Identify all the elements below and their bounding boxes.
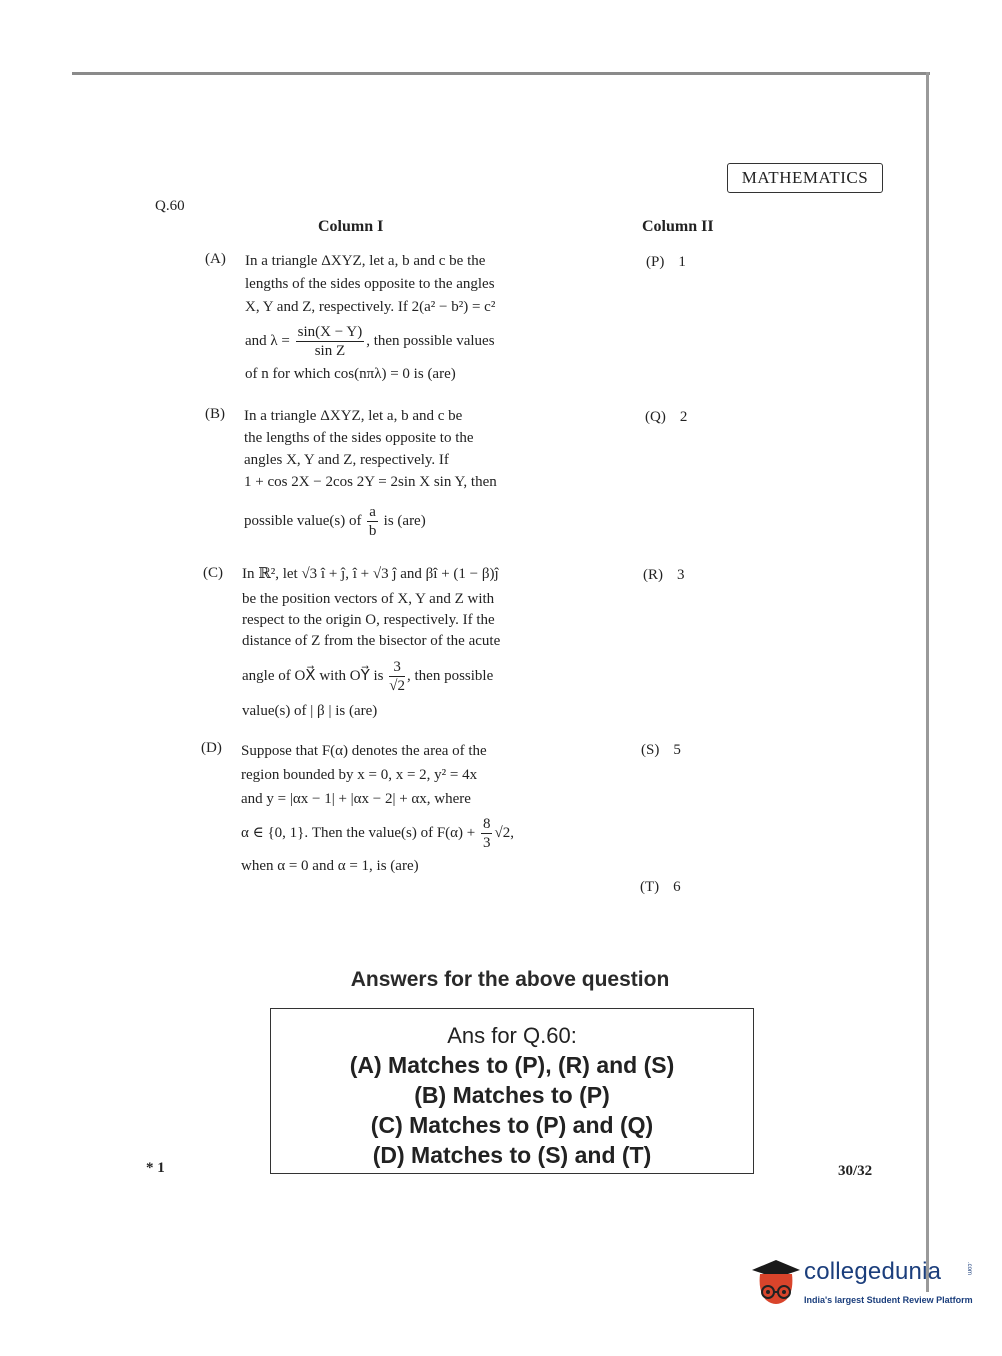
- answer-box: [270, 1008, 754, 1174]
- subject-label: MATHEMATICS: [727, 163, 883, 193]
- three-over-root-two-fraction: $\frac{3}{√2}$: [389, 659, 405, 694]
- answer-heading: Ans for Q.60:: [447, 1023, 577, 1048]
- item-c-label: (C): [203, 565, 223, 581]
- column-1-heading: Column I: [318, 218, 384, 235]
- eight-thirds-fraction: $\frac{8}{3}$: [482, 816, 491, 851]
- option-t: (T) 6: [640, 879, 681, 895]
- footer-mark: * 1: [146, 1160, 165, 1176]
- page-number: 30/32: [838, 1163, 873, 1179]
- item-d-text: Suppose that F(α) denotes the area of the region bounded by x = 0, x = 2, y² = 4x and y = |αx − 1| + |αx − 2| + αx, where α ∈ {0, 1}. Then the value(s) of F(α) + $\frac{8}{3}$ √2, when α = 0 and α = 1, is (are): [241, 743, 514, 874]
- scan-border-top: [72, 72, 930, 75]
- scan-border-right: [926, 72, 929, 1292]
- item-b-label: (B): [205, 406, 225, 422]
- logo-brand: collegedunia: [804, 1258, 942, 1285]
- item-d-label: (D): [201, 740, 222, 756]
- logo-tagline: India's largest Student Review Platform: [804, 1295, 973, 1305]
- logo-domain: .com: [966, 1262, 972, 1276]
- question-number: Q.60: [155, 198, 185, 214]
- lambda-fraction: $\frac{\sin(X - Y)}{\text{sin Z}}$: [297, 324, 363, 359]
- option-q: (Q) 2: [645, 409, 688, 425]
- collegedunia-logo[interactable]: [744, 1252, 974, 1312]
- option-p: (P) 1: [646, 254, 686, 270]
- answer-line-c: (C) Matches to (P) and (Q): [370, 1112, 654, 1138]
- item-a-text: In a triangle ΔXYZ, let a, b and c be the lengths of the sides opposite to the angles X, Y and Z, respectively. If 2(a² − b²) = c² and λ = $\frac{\sin(X - Y)}{\text{sin Z}}$ , then possible values of n for which cos(nπλ) = 0 is (are): [245, 253, 496, 382]
- option-s: (S) 5: [641, 742, 681, 758]
- answer-line-d: (D) Matches to (S) and (T): [372, 1142, 652, 1168]
- item-c-text: In ℝ², let √3 î + ĵ, î + √3 ĵ and βî + (1 − β)ĵ be the position vectors of X, Y and Z with respect to the origin O, respectively. If the distance of Z from the bisector of the acute angle of OX⃗ with OY⃗ is $\frac{3}{√2}$ , then possible value(s) of | β | is (are): [242, 566, 501, 719]
- mascot-icon: [744, 1252, 802, 1312]
- option-r: (R) 3: [643, 567, 685, 583]
- answers-title: Answers for the above question: [350, 968, 670, 991]
- item-b-text: In a triangle ΔXYZ, let a, b and c be the lengths of the sides opposite to the angles X, Y and Z, respectively. If 1 + cos 2X − 2cos 2Y = 2sin X sin Y, then possible value(s) of $\frac{a}{b}$ is (are): [244, 408, 497, 539]
- column-2-heading: Column II: [642, 218, 714, 235]
- a-over-b-fraction: $\frac{a}{b}$: [368, 504, 377, 539]
- answer-line-a: (A) Matches to (P), (R) and (S): [349, 1052, 675, 1078]
- answer-line-b: (B) Matches to (P): [414, 1082, 610, 1108]
- item-a-label: (A): [205, 251, 226, 267]
